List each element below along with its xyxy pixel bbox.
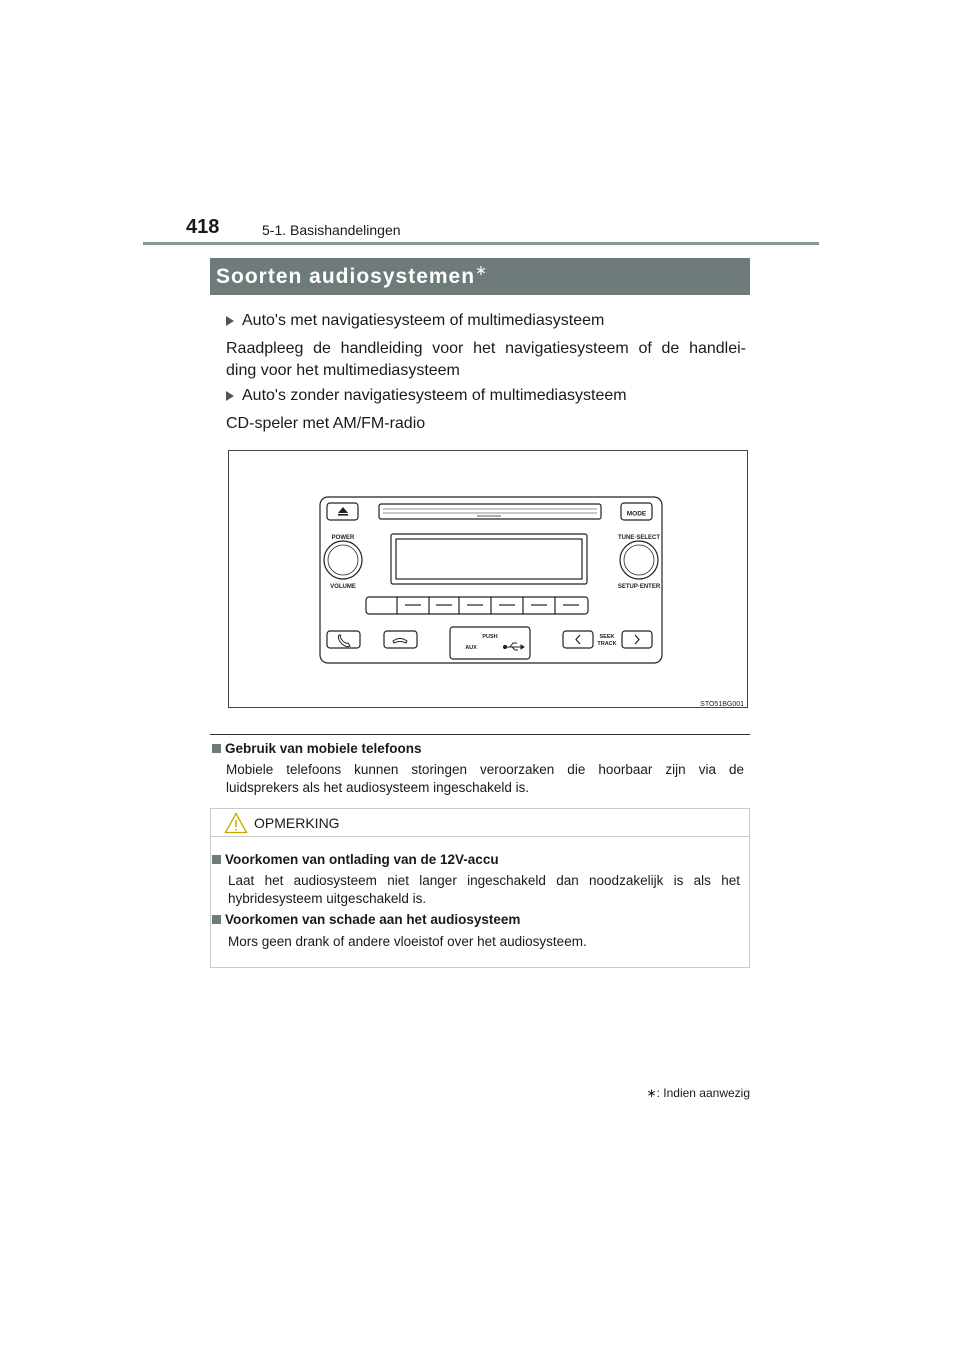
aux-label: AUX	[465, 645, 477, 651]
seek-forward-button	[622, 631, 652, 648]
seek-back-button	[563, 631, 593, 648]
caution-label: OPMERKING	[254, 815, 340, 831]
mode-label: MODE	[626, 510, 647, 518]
paragraph-navigation-line1: Raadpleeg de handleiding voor het navigatiesysteem of de handlei-	[226, 340, 746, 357]
bullet-navigation-text: Auto's met navigatiesysteem of multimediasysteem	[242, 312, 605, 329]
power-label: POWER	[331, 535, 355, 541]
aux-usb-port-panel	[450, 627, 530, 659]
bullet-navigation	[226, 312, 604, 330]
triangle-bullet-icon	[226, 391, 234, 401]
bullet-no-navigation	[226, 387, 627, 405]
caution-item2-heading	[212, 912, 520, 927]
volume-label: VOLUME	[330, 584, 356, 590]
chevron-right-icon	[635, 635, 639, 644]
seek-label: SEEK	[599, 634, 615, 640]
note-mobile-phones-line2: luidsprekers als het audiosysteem ingeschakeld is.	[226, 780, 530, 795]
caution-item1-heading-text: Voorkomen van ontlading van de 12V-accu	[225, 852, 499, 867]
eject-icon	[338, 507, 348, 516]
display-screen	[396, 539, 582, 579]
page-number: 418	[186, 216, 220, 238]
caution-item1-line1: Laat het audiosysteem niet langer ingeschakeld dan noodzakelijk is als het	[228, 873, 740, 888]
footnote-text: : Indien aanwezig	[656, 1086, 750, 1100]
paragraph-cd-player: CD-speler met AM/FM-radio	[226, 415, 426, 432]
display-outer	[391, 534, 587, 584]
warning-triangle-icon	[224, 812, 248, 834]
figure-code: STO51BG001	[700, 701, 744, 708]
section-divider	[210, 734, 750, 735]
push-label: PUSH	[482, 634, 498, 640]
setup-enter-label: SETUP·ENTER	[617, 584, 661, 590]
note-mobile-phones-line1: Mobiele telefoons kunnen storingen veroorzaken die hoorbaar zijn via de	[226, 762, 744, 777]
page-title	[216, 262, 488, 289]
caution-item1-line2: hybridesysteem uitgeschakeld is.	[228, 891, 427, 906]
phone-hangup-button	[384, 631, 417, 648]
paragraph-navigation-line2: ding voor het multimediasysteem	[226, 362, 460, 379]
section-title: 5-1. Basishandelingen	[262, 222, 401, 238]
bullet-no-navigation-text: Auto's zonder navigatiesysteem of multimediasysteem	[242, 387, 627, 404]
footnote-marker: ∗	[646, 1086, 657, 1100]
audio-unit-illustration	[229, 451, 749, 709]
footnote	[647, 1086, 750, 1100]
square-bullet-icon	[212, 855, 221, 864]
header-rule	[143, 242, 819, 245]
square-bullet-icon	[212, 915, 221, 924]
square-bullet-icon	[212, 744, 221, 753]
note-mobile-phones-body	[226, 761, 744, 797]
audio-unit-figure	[228, 450, 748, 708]
caution-item1-heading	[212, 852, 499, 867]
caution-item1-body	[228, 872, 740, 908]
cd-slot	[379, 504, 601, 519]
phone-hangup-icon	[393, 639, 407, 644]
chevron-left-icon	[576, 635, 580, 644]
note-mobile-phones-heading-text: Gebruik van mobiele telefoons	[225, 741, 422, 756]
note-mobile-phones-heading	[212, 741, 422, 756]
caution-item2-line1: Mors geen drank of andere vloeistof over het audiosysteem.	[228, 934, 587, 949]
title-marker: ∗	[475, 262, 488, 278]
page-title-text: Soorten audiosystemen	[216, 265, 476, 288]
caution-header-rule	[211, 836, 749, 837]
track-label: TRACK	[597, 641, 617, 647]
tune-select-label: TUNE·SELECT	[618, 535, 660, 541]
volume-knob	[324, 541, 362, 579]
caution-item2-heading-text: Voorkomen van schade aan het audiosysteem	[225, 912, 521, 927]
triangle-bullet-icon	[226, 316, 234, 326]
tune-select-knob	[620, 541, 658, 579]
usb-icon	[503, 643, 524, 650]
paragraph-navigation	[226, 338, 746, 382]
phone-pickup-icon	[338, 635, 350, 647]
